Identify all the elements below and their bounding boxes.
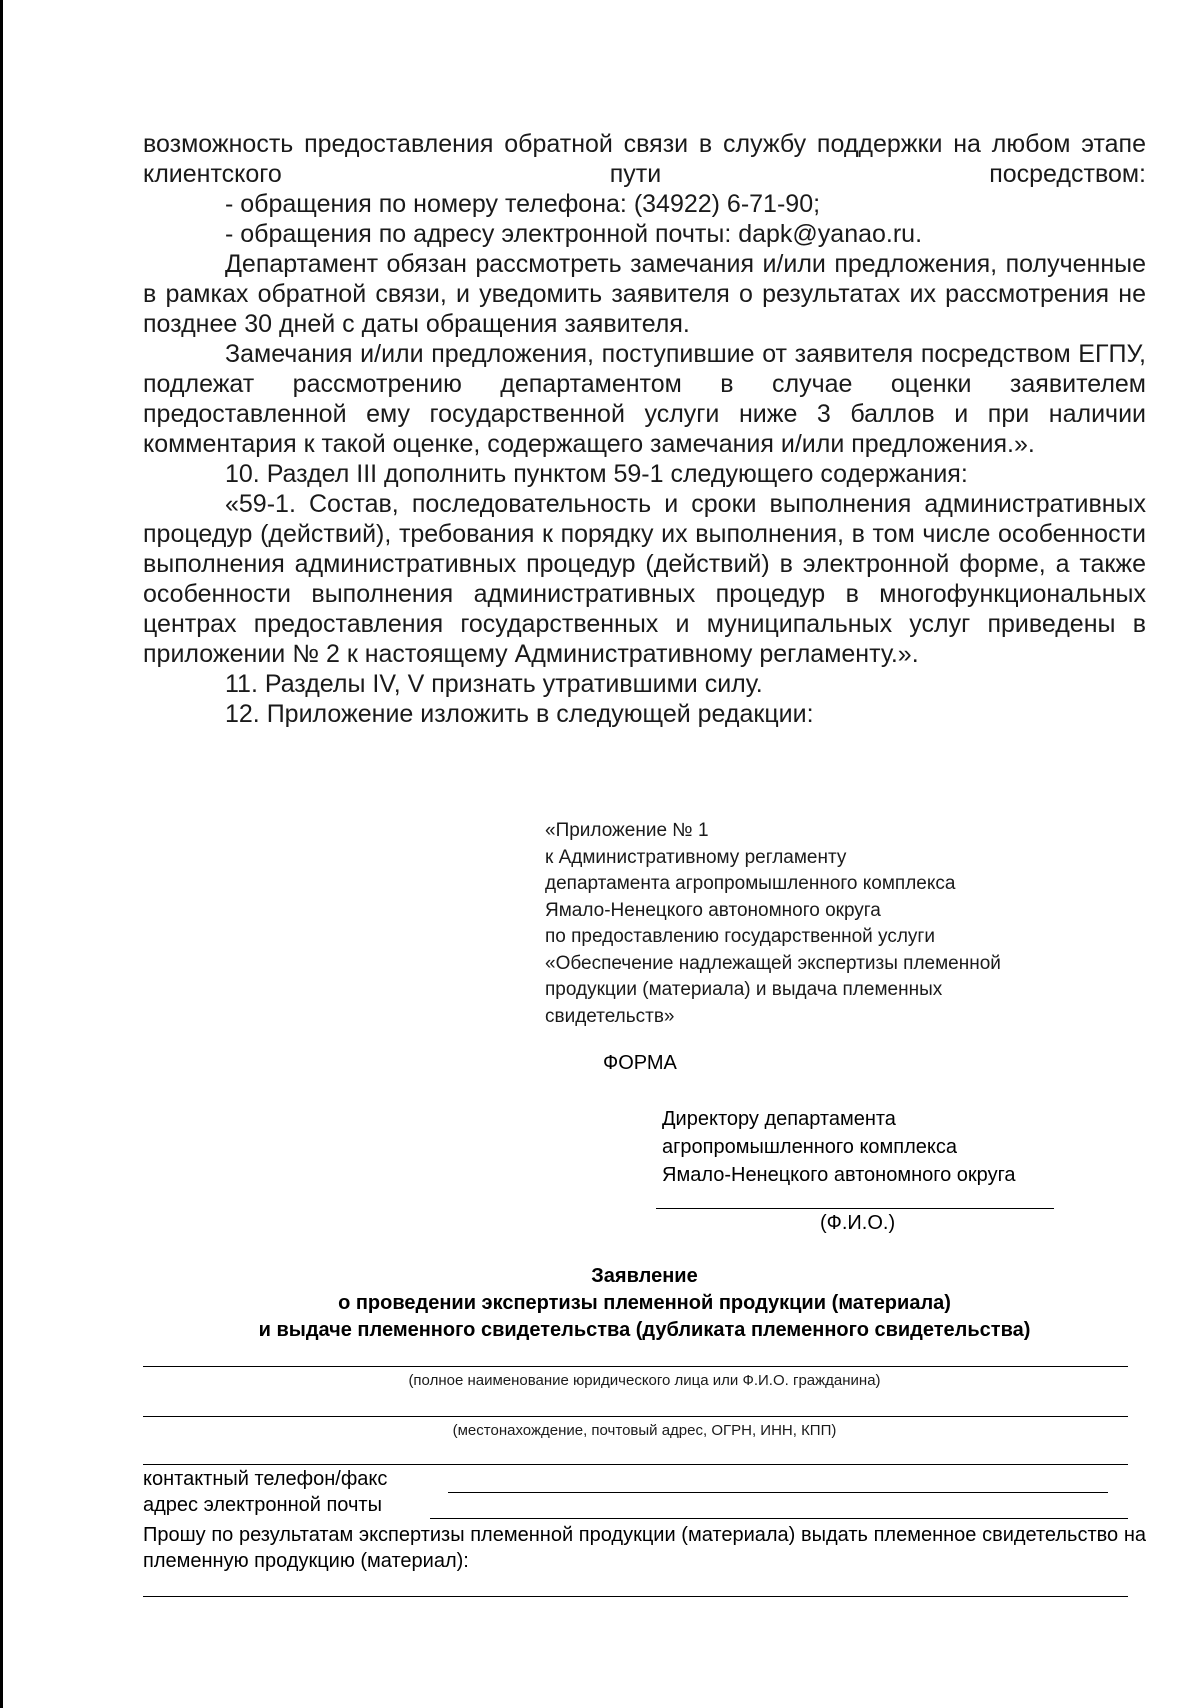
paragraph-item-59-1: «59-1. Состав, последовательность и сроки выполнения административных процедур (действий), требования к порядку их выполнения, в том числе особенности выполнения административных процедур (действий) в электронной форме, а также особенности выполнения административных процедур в многофункциональных центрах предоставления государственных и муниципальных услуг приведены в приложении № 2 к настоящему Административному регламенту.».: [143, 490, 1146, 668]
paragraph-phone: - обращения по номеру телефона: (34922) 6-71-90;: [225, 190, 821, 218]
request-blank-line[interactable]: [143, 1596, 1128, 1597]
email-label: адрес электронной почты: [143, 1494, 382, 1516]
phone-blank-line[interactable]: [448, 1492, 1108, 1493]
appendix-line: по предоставлению государственной услуги: [545, 926, 935, 947]
form-label: ФОРМА: [603, 1052, 677, 1074]
appendix-line: Ямало-Ненецкого автономного округа: [545, 899, 881, 921]
paragraph-item-12: 12. Приложение изложить в следующей редакции:: [225, 700, 814, 728]
title-line: о проведении экспертизы племенной продукции (материала): [338, 1292, 951, 1314]
title-line: и выдаче племенного свидетельства (дубликата племенного свидетельства): [258, 1319, 1031, 1341]
appendix-line: департамента агропромышленного комплекса: [545, 873, 956, 894]
request-paragraph: Прошу по результатам экспертизы племенной продукции (материала) выдать племенное свидетельство на племенную продукцию (материал):: [143, 1524, 1146, 1572]
appendix-line: свидетельств»: [545, 1005, 675, 1027]
appendix-line: «Обеспечение надлежащей экспертизы племенной: [545, 952, 1001, 974]
request-text: [143, 1522, 1146, 1574]
extra-blank-line[interactable]: [143, 1464, 1128, 1465]
appendix-line: продукции (материала) и выдача племенных: [545, 979, 943, 1000]
title-line: Заявление: [591, 1265, 698, 1287]
fio-caption: (Ф.И.О.): [820, 1212, 896, 1234]
appendix-header: [545, 818, 1145, 1030]
addressee-block: [662, 1105, 1016, 1189]
body-text: [143, 129, 1146, 729]
phone-label: контактный телефон/факс: [143, 1468, 388, 1490]
email-blank-line[interactable]: [430, 1518, 1128, 1519]
paragraph-item-11: 11. Разделы IV, V признать утратившими силу.: [225, 670, 763, 698]
appendix-line: к Административному регламенту: [545, 846, 847, 868]
address-caption: (местонахождение, почтовый адрес, ОГРН, ИНН, КПП): [452, 1422, 837, 1439]
paragraph-email: - обращения по адресу электронной почты: dapk@yanao.ru.: [225, 220, 923, 248]
paragraph-item-10: 10. Раздел III дополнить пунктом 59-1 следующего содержания:: [225, 460, 968, 488]
address-blank-line[interactable]: [143, 1416, 1128, 1417]
paragraph-egpu-remarks: Замечания и/или предложения, поступившие от заявителя посредством ЕГПУ, подлежат рассмотрению департаментом в случае оценки заявителем предоставленной ему государственной услуги ниже 3 баллов и при наличии комментария к такой оценке, содержащего замечания и/или предложения.».: [143, 340, 1146, 458]
name-caption: (полное наименование юридического лица или Ф.И.О. гражданина): [408, 1372, 881, 1389]
paragraph-department-duty: Департамент обязан рассмотреть замечания и/или предложения, полученные в рамках обратной связи, и уведомить заявителя о результатах их рассмотрения не позднее 30 дней с даты обращения заявителя.: [143, 250, 1146, 338]
application-title: [143, 1263, 1146, 1344]
fio-blank-line[interactable]: [656, 1208, 1054, 1209]
page-left-border: [0, 0, 3, 1708]
addressee-line: агропромышленного комплекса: [662, 1136, 958, 1158]
addressee-line: Ямало-Ненецкого автономного округа: [662, 1164, 1016, 1186]
name-blank-line[interactable]: [143, 1366, 1128, 1367]
paragraph-feedback-intro: возможность предоставления обратной связи в службу поддержки на любом этапе клиентского пути посредством:: [143, 130, 1146, 188]
addressee-line: Директору департамента: [662, 1108, 896, 1130]
appendix-line: «Приложение № 1: [545, 820, 709, 841]
